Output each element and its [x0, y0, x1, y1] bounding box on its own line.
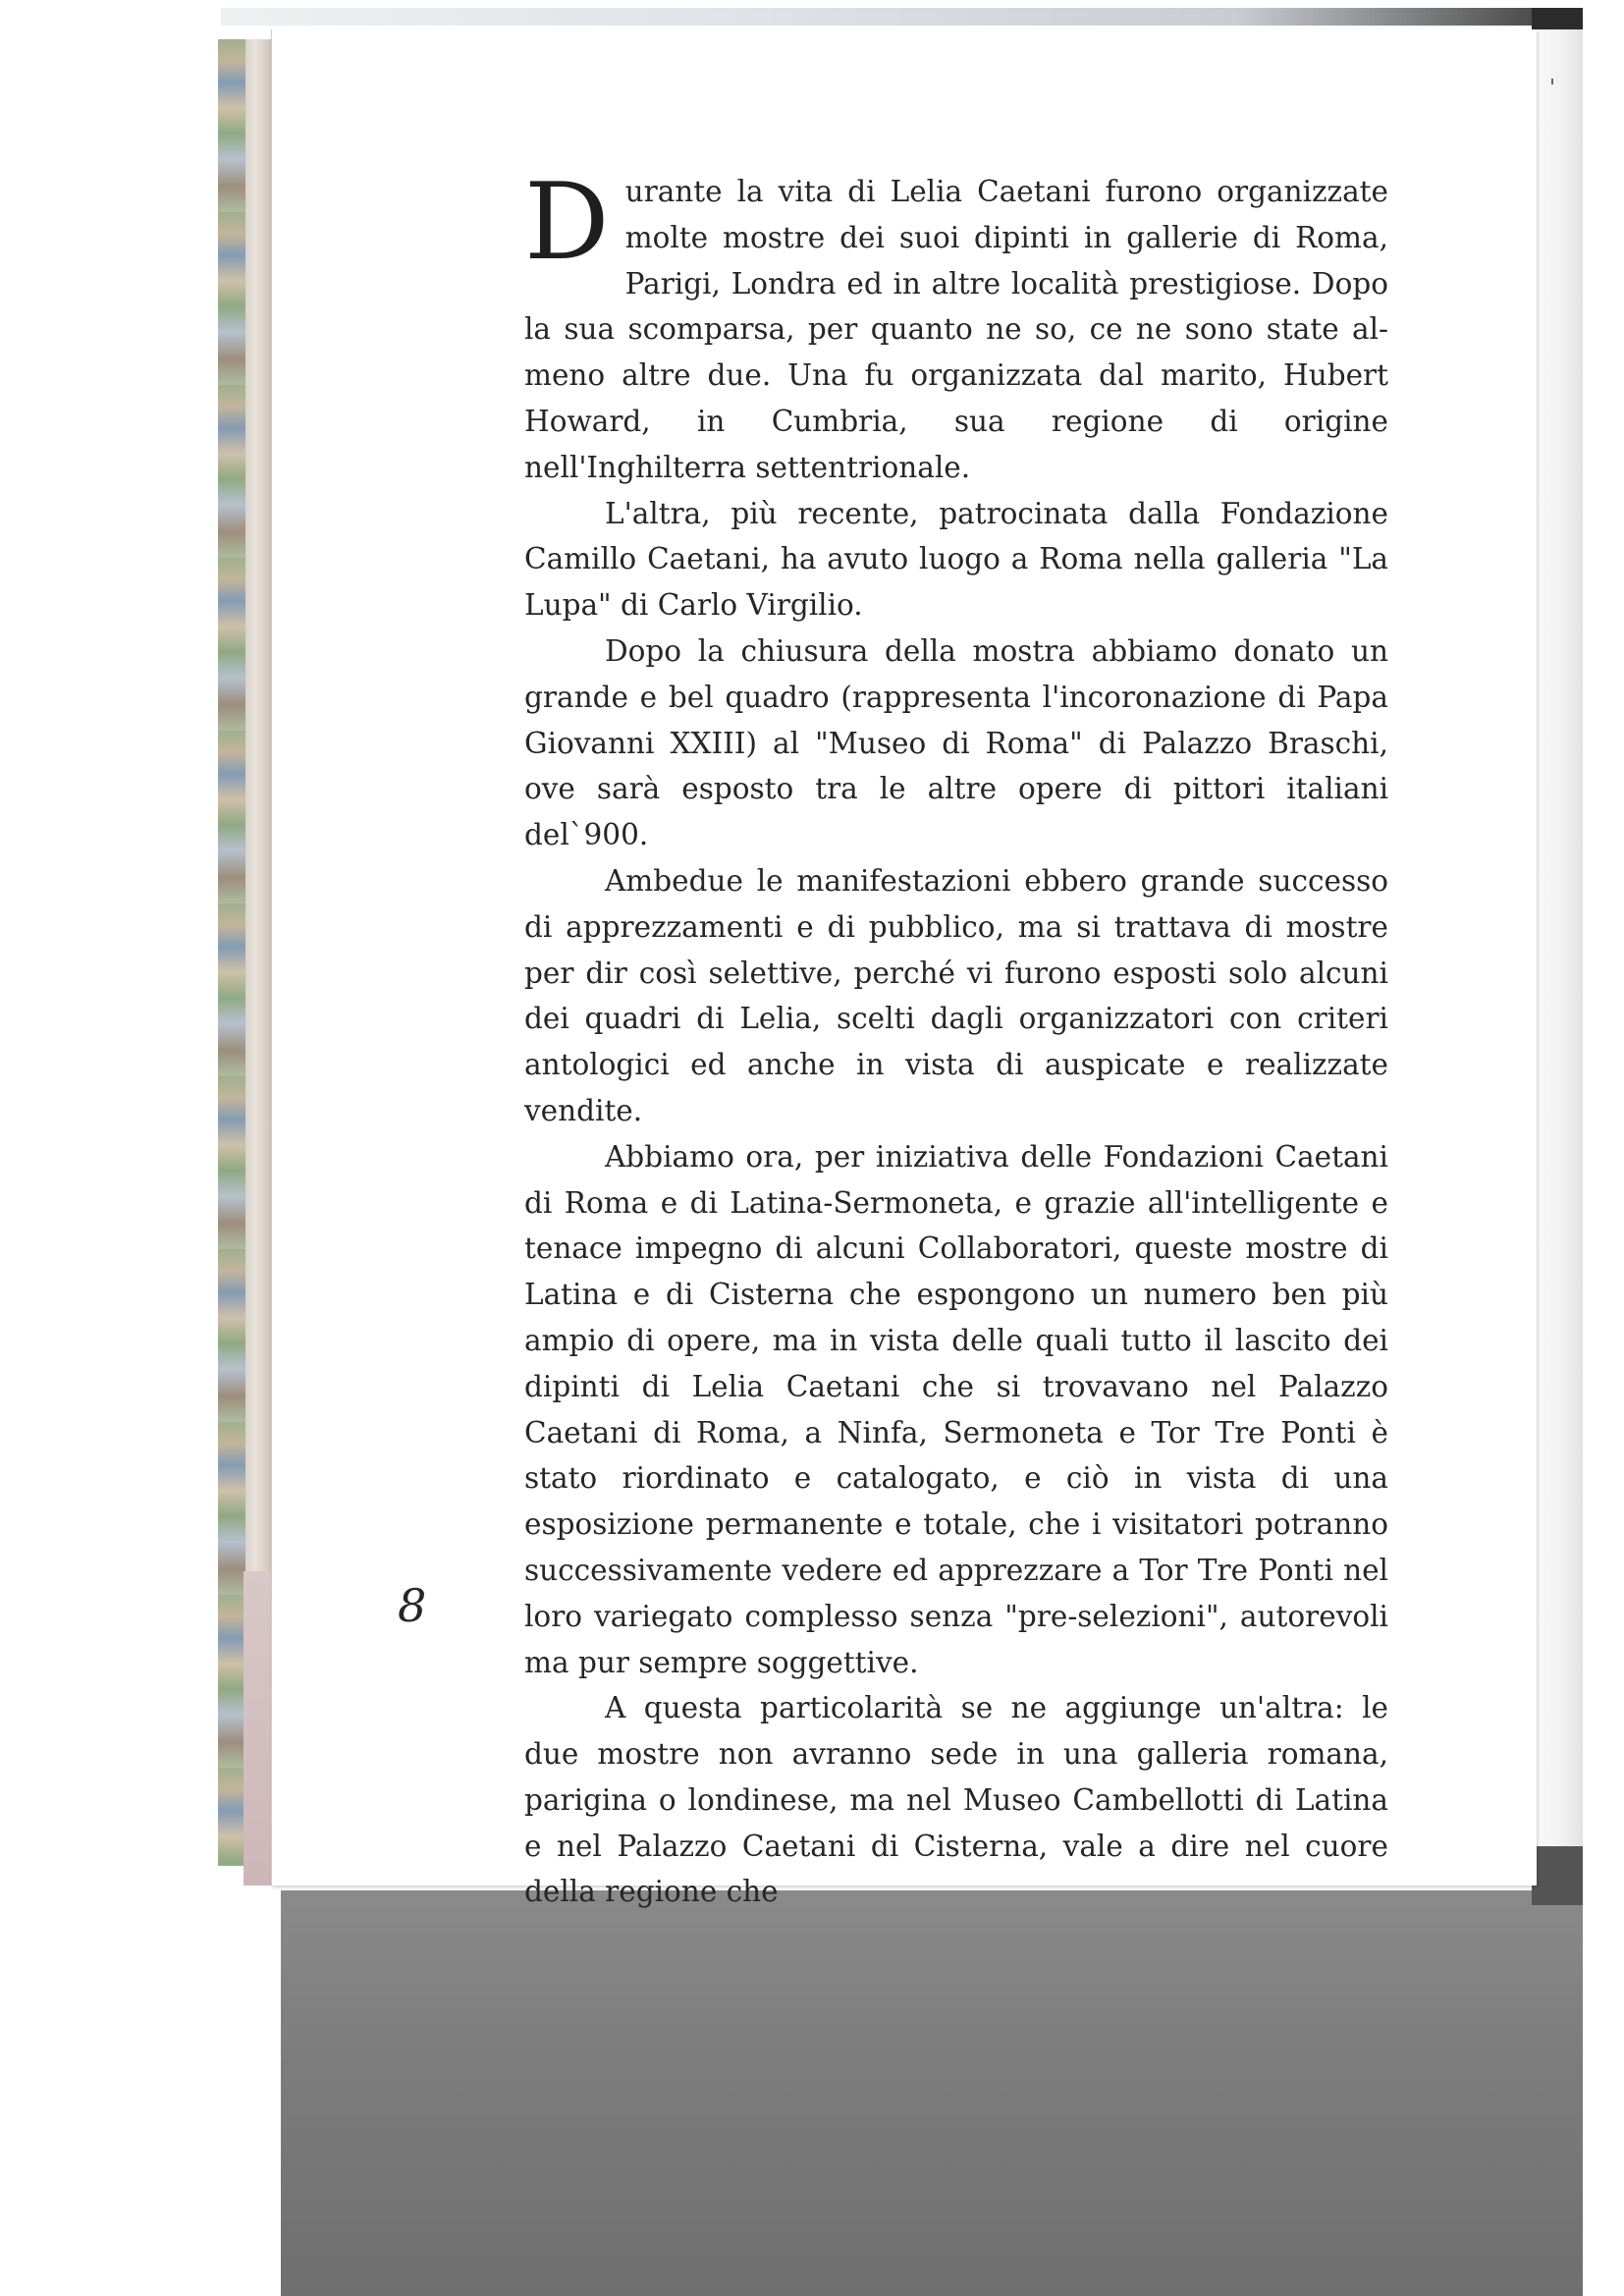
book-cover-edge-lower	[244, 1571, 273, 1886]
paragraph-1	[524, 161, 1388, 491]
paragraph-6: A questa particolarità se ne aggiunge un'altra: le due mostre non avranno sede in una galleria romana, parigina o londinese, ma nel Museo Cambellotti di Latina e nel Palazzo Caetani di Cisterna, vale a dire nel cuore della regione che	[524, 1691, 1388, 1909]
scan-mark	[1551, 79, 1553, 84]
paragraph-5: Abbiamo ora, per iniziativa delle Fondazioni Caetani di Roma e di Latina-Sermoneta, e grazie all'intelligente e tenace impegno di alcuni Collaboratori, queste mostre di Latina e di Cisterna che espongono un numero ben più ampio di opere, ma in vista delle quali tutto il lascito dei dipinti di Lelia Caetani che si trovavano nel Palazzo Caetani di Roma, a Ninfa, Sermoneta e Tor Tre Ponti è stato riordinato e catalogato, e ciò in vista di una esposizione permanente e totale, che i visitatori potranno successivamente vedere ed apprezzare a Tor Tre Ponti nel loro variegato complesso senza "pre-selezioni", autorevoli ma pur sempre soggettive.	[524, 1139, 1388, 1679]
scan-top-band	[221, 8, 1576, 26]
paragraph-3: Dopo la chiusura della mostra abbiamo donato un grande e bel quadro (rappresenta l'incoronazione di Papa Giovanni XXIII) al "Museo di Roma" di Palazzo Braschi, ove sarà esposto tra le altre opere di pittori italiani del`900.	[524, 633, 1388, 852]
scan-bottom-edge	[1532, 1846, 1583, 1905]
body-text	[524, 161, 1388, 1915]
paragraph-2: L'altra, più recente, patrocinata dalla Fondazione Camillo Caetani, ha avuto luogo a Roma nella galleria "La Lupa" di Carlo Virgilio.	[524, 496, 1388, 623]
paragraph-1-text: urante la vita di Lelia Caetani furono organizzate molte mostre dei suoi dipinti in gallerie di Roma, Parigi, Londra ed in altre località prestigiose. Dopo la sua scomparsa, per quanto ne so, ce ne sono state almeno altre due. Una fu organizzata dal marito, Hubert Howard, in Cumbria, sua regione di origine nell'Inghilterra settentrionale.	[524, 175, 1388, 484]
page-right-shadow	[1536, 29, 1583, 1886]
drop-cap: D	[524, 161, 610, 284]
paragraph-4: Ambedue le manifestazioni ebbero grande successo di apprezzamenti e di pubblico, ma si trattava di mostre per dir così selettive, perché vi furono esposti solo alcuni dei quadri di Lelia, scelti dagli organizzatori con criteri antologici ed anche in vista di auspicate e realizzate vendite.	[524, 863, 1388, 1127]
page-number: 8	[398, 1579, 427, 1632]
scan-bottom-background	[281, 1890, 1583, 2296]
book-cover-painting-strip	[218, 39, 245, 1866]
